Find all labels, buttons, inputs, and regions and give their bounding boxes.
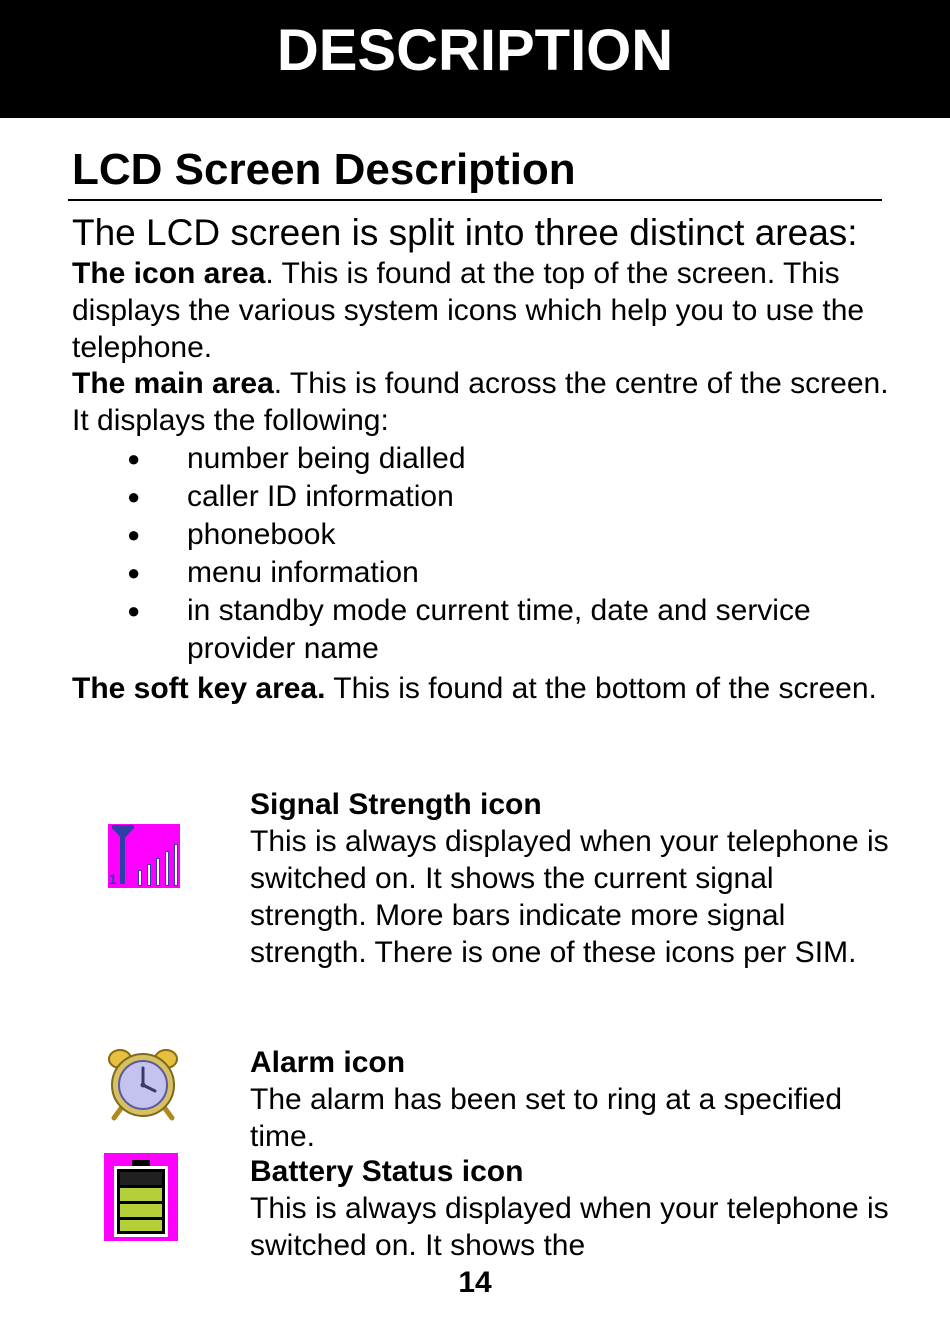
main-area-paragraph [72, 365, 892, 439]
bullet-icon: ● [127, 446, 141, 471]
bullet-icon: ● [127, 484, 141, 509]
intro-sentence: The LCD screen is split into three distinct areas: [72, 212, 858, 253]
list-item [72, 554, 892, 592]
soft-key-area-paragraph [72, 670, 892, 707]
list-item [72, 516, 892, 554]
list-item-text: menu information [187, 556, 419, 589]
battery-status-title: Battery Status icon [250, 1155, 524, 1188]
signal-strength-icon [106, 822, 180, 888]
signal-strength-title: Signal Strength icon [250, 788, 542, 821]
icon-area-text: . This is found at the top of the screen. This displays the various system icons which help you to use the telephone. [72, 257, 865, 364]
icon-area-paragraph [72, 255, 892, 366]
battery-status-description: This is always displayed when your telephone is switched on. It shows the [250, 1192, 889, 1262]
soft-key-area-text: This is found at the bottom of the screen. [325, 672, 877, 705]
list-item [72, 478, 892, 516]
list-item-text: in standby mode current time, date and service provider name [187, 594, 811, 665]
main-area-list [72, 440, 892, 668]
page-number: 14 [458, 1266, 492, 1299]
alarm-title: Alarm icon [250, 1046, 406, 1079]
section-title: LCD Screen Description [72, 145, 576, 194]
sim-number: 1 [109, 871, 117, 887]
icon-area-label: The icon area [72, 257, 266, 290]
page-banner: DESCRIPTION [0, 0, 950, 118]
bullet-icon: ● [127, 522, 141, 547]
alarm-description: The alarm has been set to ring at a specified time. [250, 1083, 843, 1153]
bullet-icon: ● [127, 598, 141, 623]
list-item [72, 440, 892, 478]
list-item-text: phonebook [187, 518, 336, 551]
signal-strength-description: This is always displayed when your telephone is switched on. It shows the current signal strength. More bars indicate more signal strength. There is one of these icons per SIM. [250, 825, 889, 969]
list-item-text: number being dialled [187, 442, 466, 475]
alarm-clock-icon [104, 1045, 182, 1121]
main-area-text: . This is found across the centre of the screen. It displays the following: [72, 367, 889, 437]
main-area-label: The main area [72, 367, 274, 400]
battery-status-icon [104, 1153, 178, 1241]
soft-key-area-label: The soft key area. [72, 672, 326, 705]
bullet-icon: ● [127, 560, 141, 585]
list-item [72, 592, 892, 668]
title-divider [68, 199, 882, 201]
list-item-text: caller ID information [187, 480, 454, 513]
